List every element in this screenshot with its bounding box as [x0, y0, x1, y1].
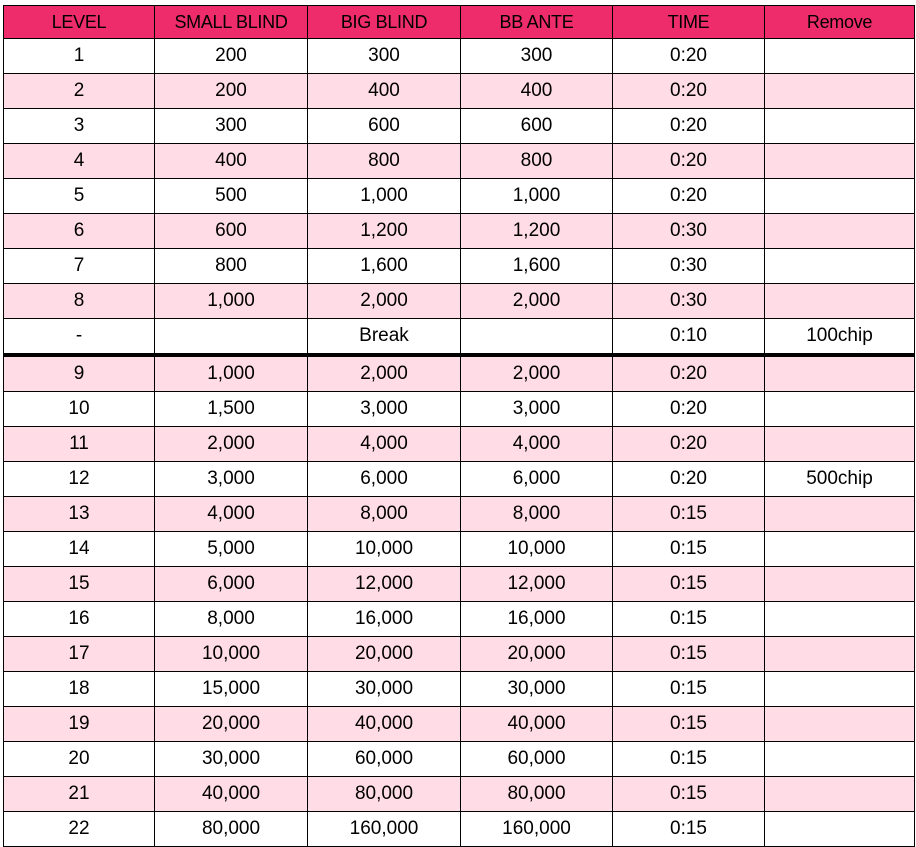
cell-bb-ante: 1,600: [461, 249, 613, 284]
cell-bb-ante: 40,000: [461, 707, 613, 742]
cell-time: 0:20: [613, 427, 765, 462]
cell-big-blind: 800: [308, 144, 461, 179]
table-row: [4, 777, 915, 812]
cell-remove: [765, 707, 915, 742]
cell-bb-ante: 20,000: [461, 637, 613, 672]
cell-remove: [765, 109, 915, 144]
cell-big-blind: 1,200: [308, 214, 461, 249]
cell-small-blind: 400: [155, 144, 308, 179]
header-small-blind: SMALL BLIND: [155, 6, 308, 39]
cell-bb-ante: 3,000: [461, 392, 613, 427]
table-row: [4, 144, 915, 179]
break-row: [4, 319, 915, 356]
cell-small-blind: 200: [155, 74, 308, 109]
header-time: TIME: [613, 6, 765, 39]
cell-level: 15: [4, 567, 155, 602]
table-row: [4, 392, 915, 427]
cell-big-blind: 6,000: [308, 462, 461, 497]
cell-level: 8: [4, 284, 155, 319]
blind-structure-table: [3, 5, 915, 847]
table-row: [4, 567, 915, 602]
cell-remove: 100chip: [765, 319, 915, 356]
cell-time: 0:30: [613, 214, 765, 249]
cell-remove: [765, 602, 915, 637]
cell-time: 0:15: [613, 532, 765, 567]
cell-bb-ante: 160,000: [461, 812, 613, 847]
table-row: [4, 497, 915, 532]
cell-time: 0:20: [613, 462, 765, 497]
cell-big-blind: 3,000: [308, 392, 461, 427]
cell-bb-ante: 6,000: [461, 462, 613, 497]
cell-big-blind: 160,000: [308, 812, 461, 847]
cell-small-blind: 4,000: [155, 497, 308, 532]
cell-big-blind: 4,000: [308, 427, 461, 462]
table-row: [4, 742, 915, 777]
cell-small-blind: 80,000: [155, 812, 308, 847]
cell-remove: [765, 812, 915, 847]
cell-small-blind: 1,000: [155, 284, 308, 319]
cell-time: 0:15: [613, 812, 765, 847]
cell-bb-ante: 16,000: [461, 602, 613, 637]
table-row: [4, 427, 915, 462]
cell-time: 0:20: [613, 179, 765, 214]
cell-small-blind: 30,000: [155, 742, 308, 777]
cell-bb-ante: 300: [461, 39, 613, 74]
table-row: [4, 74, 915, 109]
cell-bb-ante: 8,000: [461, 497, 613, 532]
cell-small-blind: 2,000: [155, 427, 308, 462]
table-row: [4, 637, 915, 672]
table-row: [4, 812, 915, 847]
cell-small-blind: 8,000: [155, 602, 308, 637]
cell-big-blind: 300: [308, 39, 461, 74]
cell-bb-ante: 60,000: [461, 742, 613, 777]
table-header: [4, 6, 915, 39]
cell-remove: [765, 392, 915, 427]
cell-bb-ante: 1,000: [461, 179, 613, 214]
cell-big-blind: Break: [308, 319, 461, 356]
cell-bb-ante: 1,200: [461, 214, 613, 249]
cell-time: 0:20: [613, 74, 765, 109]
cell-time: 0:15: [613, 602, 765, 637]
header-level: LEVEL: [4, 6, 155, 39]
table-row: [4, 109, 915, 144]
cell-big-blind: 30,000: [308, 672, 461, 707]
cell-remove: [765, 427, 915, 462]
cell-small-blind: 600: [155, 214, 308, 249]
cell-small-blind: 40,000: [155, 777, 308, 812]
table-row: [4, 462, 915, 497]
cell-remove: 500chip: [765, 462, 915, 497]
cell-time: 0:20: [613, 109, 765, 144]
cell-level: 21: [4, 777, 155, 812]
table-row: [4, 39, 915, 74]
table-row: [4, 179, 915, 214]
cell-bb-ante: 600: [461, 109, 613, 144]
cell-big-blind: 400: [308, 74, 461, 109]
cell-big-blind: 8,000: [308, 497, 461, 532]
cell-small-blind: 6,000: [155, 567, 308, 602]
table-row: [4, 214, 915, 249]
table-row: [4, 672, 915, 707]
cell-time: 0:15: [613, 742, 765, 777]
table-row: [4, 707, 915, 742]
cell-big-blind: 60,000: [308, 742, 461, 777]
table-row: [4, 602, 915, 637]
cell-small-blind: 10,000: [155, 637, 308, 672]
cell-remove: [765, 742, 915, 777]
cell-remove: [765, 637, 915, 672]
cell-level: 13: [4, 497, 155, 532]
cell-time: 0:20: [613, 392, 765, 427]
cell-big-blind: 80,000: [308, 777, 461, 812]
cell-remove: [765, 284, 915, 319]
cell-small-blind: 5,000: [155, 532, 308, 567]
cell-level: 10: [4, 392, 155, 427]
table-row: [4, 355, 915, 392]
cell-bb-ante: 2,000: [461, 355, 613, 392]
cell-small-blind: [155, 319, 308, 356]
cell-time: 0:15: [613, 777, 765, 812]
table-row: [4, 249, 915, 284]
cell-remove: [765, 355, 915, 392]
cell-bb-ante: 80,000: [461, 777, 613, 812]
cell-small-blind: 300: [155, 109, 308, 144]
cell-small-blind: 3,000: [155, 462, 308, 497]
cell-level: 17: [4, 637, 155, 672]
cell-remove: [765, 179, 915, 214]
cell-big-blind: 2,000: [308, 355, 461, 392]
cell-small-blind: 500: [155, 179, 308, 214]
cell-time: 0:20: [613, 39, 765, 74]
cell-level: 16: [4, 602, 155, 637]
cell-big-blind: 20,000: [308, 637, 461, 672]
cell-level: 3: [4, 109, 155, 144]
cell-level: 11: [4, 427, 155, 462]
cell-remove: [765, 497, 915, 532]
cell-remove: [765, 144, 915, 179]
cell-time: 0:15: [613, 707, 765, 742]
cell-bb-ante: 10,000: [461, 532, 613, 567]
cell-big-blind: 1,600: [308, 249, 461, 284]
table-row: [4, 284, 915, 319]
cell-time: 0:10: [613, 319, 765, 356]
header-remove: Remove: [765, 6, 915, 39]
cell-level: -: [4, 319, 155, 356]
cell-small-blind: 800: [155, 249, 308, 284]
cell-time: 0:15: [613, 567, 765, 602]
cell-level: 22: [4, 812, 155, 847]
cell-level: 1: [4, 39, 155, 74]
cell-time: 0:20: [613, 355, 765, 392]
cell-small-blind: 1,500: [155, 392, 308, 427]
table-body: [4, 39, 915, 847]
cell-remove: [765, 74, 915, 109]
cell-level: 9: [4, 355, 155, 392]
table-row: [4, 532, 915, 567]
cell-level: 14: [4, 532, 155, 567]
cell-bb-ante: 400: [461, 74, 613, 109]
cell-time: 0:15: [613, 672, 765, 707]
cell-level: 20: [4, 742, 155, 777]
cell-level: 4: [4, 144, 155, 179]
cell-big-blind: 12,000: [308, 567, 461, 602]
cell-time: 0:30: [613, 249, 765, 284]
cell-time: 0:20: [613, 144, 765, 179]
cell-level: 7: [4, 249, 155, 284]
cell-time: 0:15: [613, 637, 765, 672]
cell-level: 2: [4, 74, 155, 109]
cell-remove: [765, 567, 915, 602]
cell-small-blind: 1,000: [155, 355, 308, 392]
cell-remove: [765, 672, 915, 707]
cell-big-blind: 2,000: [308, 284, 461, 319]
cell-remove: [765, 249, 915, 284]
cell-bb-ante: 30,000: [461, 672, 613, 707]
cell-small-blind: 200: [155, 39, 308, 74]
cell-big-blind: 1,000: [308, 179, 461, 214]
cell-bb-ante: [461, 319, 613, 356]
cell-bb-ante: 2,000: [461, 284, 613, 319]
cell-big-blind: 40,000: [308, 707, 461, 742]
cell-level: 19: [4, 707, 155, 742]
cell-level: 5: [4, 179, 155, 214]
cell-bb-ante: 800: [461, 144, 613, 179]
cell-bb-ante: 4,000: [461, 427, 613, 462]
header-bb-ante: BB ANTE: [461, 6, 613, 39]
cell-remove: [765, 777, 915, 812]
cell-big-blind: 600: [308, 109, 461, 144]
cell-level: 12: [4, 462, 155, 497]
header-row: [4, 6, 915, 39]
cell-time: 0:15: [613, 497, 765, 532]
cell-small-blind: 15,000: [155, 672, 308, 707]
cell-level: 18: [4, 672, 155, 707]
header-big-blind: BIG BLIND: [308, 6, 461, 39]
cell-remove: [765, 214, 915, 249]
cell-small-blind: 20,000: [155, 707, 308, 742]
cell-remove: [765, 532, 915, 567]
cell-big-blind: 16,000: [308, 602, 461, 637]
cell-time: 0:30: [613, 284, 765, 319]
cell-bb-ante: 12,000: [461, 567, 613, 602]
cell-remove: [765, 39, 915, 74]
cell-level: 6: [4, 214, 155, 249]
cell-big-blind: 10,000: [308, 532, 461, 567]
